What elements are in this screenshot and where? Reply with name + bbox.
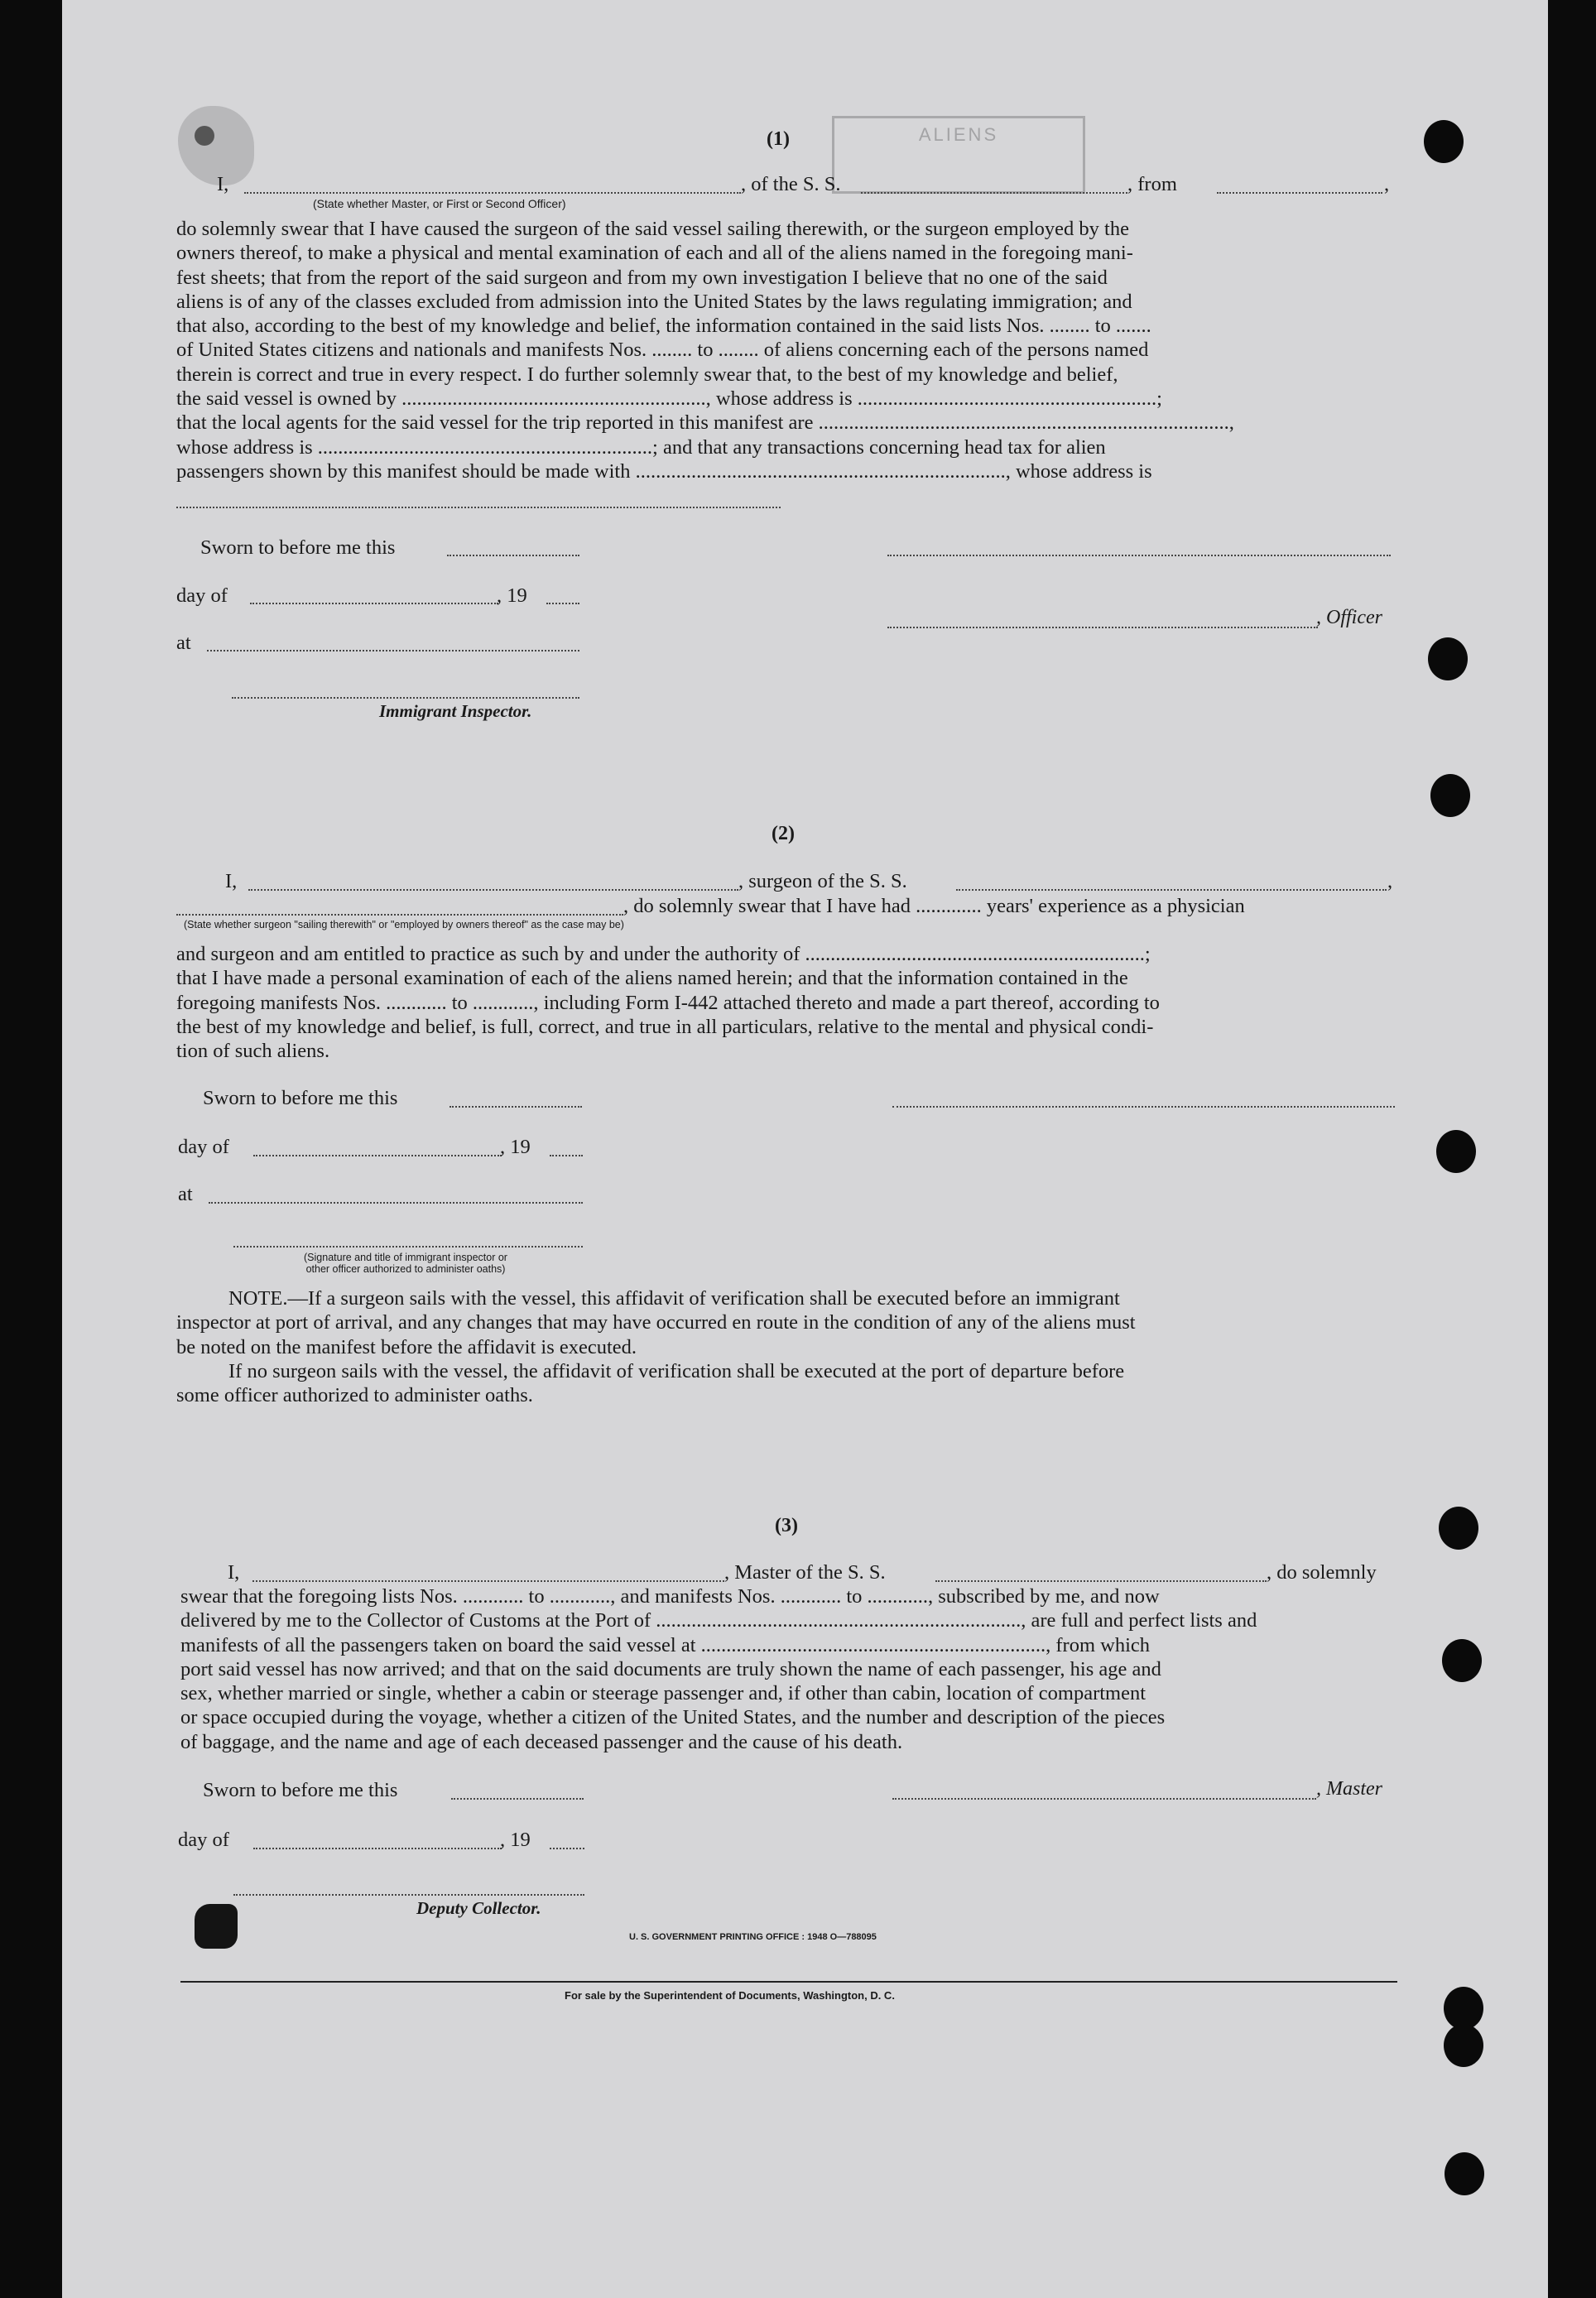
s1-line: that also, according to the best of my knowledge and belief, the information contained in the said lists Nos. ........ to ....... xyxy=(176,315,1151,338)
ink-blot xyxy=(195,1904,238,1949)
s2-line: the best of my knowledge and belief, is full, correct, and true in all particulars, relative to the mental and physical condi- xyxy=(176,1015,1154,1038)
s3-master-sig-blank xyxy=(892,1798,1316,1800)
s3-year: , 19 xyxy=(500,1829,531,1851)
s2-note-line: be noted on the manifest before the affidavit is executed. xyxy=(176,1335,637,1358)
s1-comma: , xyxy=(1384,173,1390,195)
s2-inspector-sig-blank xyxy=(233,1246,583,1248)
s3-line: manifests of all the passengers taken on board the said vessel at ...................................................................., from which xyxy=(180,1633,1151,1656)
s1-i: I, xyxy=(217,173,229,195)
s1-ship-blank xyxy=(861,192,1127,194)
s1-officer-sig-blank xyxy=(887,555,1391,556)
punch-hole xyxy=(1430,774,1470,817)
section2-heading: (2) xyxy=(772,823,795,844)
s1-day-blank xyxy=(250,603,498,604)
s1-of-ss: , of the S. S. xyxy=(741,173,841,195)
s2-day-of: day of xyxy=(178,1136,229,1158)
s2-year-blank xyxy=(550,1155,583,1156)
s1-year-blank xyxy=(546,603,579,604)
s1-inspector-sig-blank xyxy=(232,697,579,699)
stamp-line1: ALIENS xyxy=(918,124,999,145)
s3-line: swear that the foregoing lists Nos. ............ to ............, and manifests Nos. ............ to ............, subscribed by me, and now xyxy=(180,1585,1160,1608)
s2-body xyxy=(176,942,1393,1063)
punch-hole xyxy=(1424,120,1464,163)
s2-sig-note-line: other officer authorized to administer oaths) xyxy=(305,1263,506,1275)
s1-day-of: day of xyxy=(176,584,228,607)
s1-line: therein is correct and true in every respect. I do further solemnly swear that, to the best of my knowledge and belief, xyxy=(176,363,1118,386)
s2-line2: , do solemnly swear that I have had ............. years' experience as a physician xyxy=(623,895,1245,917)
s1-line: aliens is of any of the classes excluded from admission into the United States by the laws regulating immigration; and xyxy=(176,290,1132,313)
s2-line: that I have made a personal examination of each of the aliens named herein; and that the information contained in the xyxy=(176,967,1128,990)
punch-hole xyxy=(1439,1507,1478,1550)
s1-line: the said vessel is owned by ............................................................, whose address is ...........................................................; xyxy=(176,387,1162,411)
received-stamp xyxy=(832,116,1085,194)
s3-line: of baggage, and the name and age of each deceased passenger and the cause of his death. xyxy=(180,1730,903,1753)
s3-name-blank xyxy=(252,1580,724,1582)
s2-status-blank xyxy=(176,914,623,916)
s1-body xyxy=(176,217,1393,483)
s3-line: or space occupied during the voyage, whether a citizen of the United States, and the number and description of the pieces xyxy=(180,1706,1166,1729)
s1-year: , 19 xyxy=(497,584,527,607)
punch-hole xyxy=(1445,2152,1484,2195)
s2-status-note: (State whether surgeon "sailing therewith" or "employed by owners thereof" as the case may be) xyxy=(184,919,624,930)
s1-line: passengers shown by this manifest should be made with ........................................................................., whose address is xyxy=(176,459,1152,483)
s2-comma: , xyxy=(1387,870,1393,892)
s2-sig-note xyxy=(240,1252,571,1275)
s3-day-of: day of xyxy=(178,1829,229,1851)
s2-line: and surgeon and am entitled to practice as such by and under the authority of ...................................................................; xyxy=(176,943,1151,965)
s1-inspector-label: Immigrant Inspector. xyxy=(379,701,532,721)
section3-heading: (3) xyxy=(775,1515,798,1536)
s2-i: I, xyxy=(225,870,238,892)
s2-day-blank xyxy=(253,1155,502,1156)
s1-officer-blank xyxy=(887,627,1318,628)
s1-line: of United States citizens and nationals and manifests Nos. ........ to ........ of aliens concerning each of the persons named xyxy=(176,339,1149,362)
s3-master-of: , Master of the S. S. xyxy=(724,1561,886,1584)
s2-note-line: inspector at port of arrival, and any changes that may have occurred en route in the condition of any of the aliens must xyxy=(176,1311,1136,1334)
s2-note-line: If no surgeon sails with the vessel, the affidavit of verification shall be executed at the port of departure before xyxy=(228,1359,1125,1382)
s2-note-line: NOTE.—If a surgeon sails with the vessel, this affidavit of verification shall be executed before an immigrant xyxy=(228,1287,1120,1310)
s1-line: owners thereof, to make a physical and mental examination of each and all of the aliens named in the foregoing mani- xyxy=(176,242,1133,265)
ink-spot xyxy=(195,126,214,146)
ink-smudge xyxy=(178,106,254,185)
s2-sworn: Sworn to before me this xyxy=(203,1087,398,1109)
s2-sig-note-line: (Signature and title of immigrant inspector or xyxy=(304,1252,507,1263)
s1-officer-label: , Officer xyxy=(1316,607,1382,628)
s2-surgeon-of: , surgeon of the S. S. xyxy=(738,870,907,892)
sale-note: For sale by the Superintendent of Documents, Washington, D. C. xyxy=(565,1989,895,2002)
s1-from-blank xyxy=(1217,192,1382,194)
punch-hole xyxy=(1436,1130,1476,1173)
s1-officer-note: (State whether Master, or First or Second Officer) xyxy=(313,197,566,210)
s3-year-blank xyxy=(550,1848,584,1849)
footer-rule xyxy=(180,1981,1397,1983)
s3-sworn-blank xyxy=(451,1798,584,1800)
s3-sworn: Sworn to before me this xyxy=(203,1779,398,1801)
s1-at: at xyxy=(176,632,191,654)
s3-solemnly: , do solemnly xyxy=(1267,1561,1377,1584)
s1-sworn: Sworn to before me this xyxy=(200,536,396,559)
punch-hole xyxy=(1444,2024,1483,2067)
s2-note xyxy=(176,1286,1395,1407)
s2-at-blank xyxy=(209,1202,583,1204)
s3-day-blank xyxy=(253,1848,502,1849)
s2-surgeon-sig-blank xyxy=(892,1106,1395,1108)
s3-collector-sig-blank xyxy=(233,1894,584,1896)
s1-sworn-blank xyxy=(447,555,579,556)
s2-sworn-blank xyxy=(449,1106,582,1108)
s1-line: fest sheets; that from the report of the said surgeon and from my own investigation I believe that no one of the said xyxy=(176,266,1108,289)
s3-body xyxy=(180,1584,1397,1754)
s2-at: at xyxy=(178,1183,193,1205)
s2-ship-blank xyxy=(956,889,1387,891)
section1-heading: (1) xyxy=(767,128,790,150)
s3-collector-label: Deputy Collector. xyxy=(416,1898,541,1918)
s1-address-blank xyxy=(176,507,781,508)
s3-line: delivered by me to the Collector of Customs at the Port of ........................................................................, are full and perfect lists and xyxy=(180,1609,1257,1632)
s2-line: tion of such aliens. xyxy=(176,1040,330,1063)
s1-line: that the local agents for the said vessel for the trip reported in this manifest are ................................................................................., xyxy=(176,411,1234,435)
s2-line: foregoing manifests Nos. ............ to ............, including Form I-442 attached thereto and made a part thereof, according to xyxy=(176,991,1160,1014)
s2-year: , 19 xyxy=(500,1136,531,1158)
s3-ship-blank xyxy=(935,1580,1267,1582)
s2-name-blank xyxy=(248,889,738,891)
s3-i: I, xyxy=(228,1561,240,1584)
s3-master-label: , Master xyxy=(1316,1778,1382,1800)
s1-line: do solemnly swear that I have caused the surgeon of the said vessel sailing therewith, or the surgeon employed by the xyxy=(176,218,1129,240)
s1-line: whose address is ..................................................................; and that any transactions concerning head tax for alien xyxy=(176,435,1106,459)
s2-note-line: some officer authorized to administer oaths. xyxy=(176,1384,533,1407)
s1-name-blank xyxy=(244,192,741,194)
s1-from: , from xyxy=(1127,173,1177,195)
s3-line: sex, whether married or single, whether a cabin or steerage passenger and, if other than cabin, location of compartment xyxy=(180,1682,1147,1705)
punch-hole xyxy=(1442,1639,1482,1682)
s3-line: port said vessel has now arrived; and that on the said documents are truly shown the name of each passenger, his age and xyxy=(180,1657,1161,1680)
gpo-imprint: U. S. GOVERNMENT PRINTING OFFICE : 1948 O—788095 xyxy=(629,1932,877,1942)
s1-at-blank xyxy=(207,650,579,651)
punch-hole xyxy=(1428,637,1468,680)
